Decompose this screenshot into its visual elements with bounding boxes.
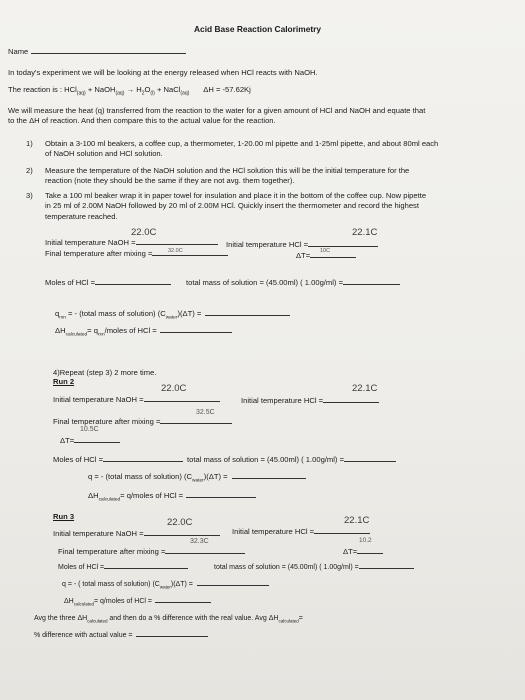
step-1-number: 1) <box>26 139 33 148</box>
run2-q-formula: q = - (total mass of solution) $(C_{water})(\Delta T)$ = <box>88 472 306 486</box>
run2-dt-label: ΔT= <box>60 436 120 445</box>
run2-final-value: 32.5C <box>196 409 215 416</box>
run1-moles-label: Moles of HCl = <box>45 278 171 287</box>
run2-mass-label: total mass of solution = (45.00ml) ( 1.00g/ml) = <box>187 455 396 464</box>
step-3-line-1: Take a 100 ml beaker wrap it in paper towel for insulation and place it in the bottom of the coffee cup. Now pipette <box>45 191 427 200</box>
run3-init-hcl-label: Initial temperature HCl = <box>232 527 370 536</box>
run1-final-value: 32.0C <box>168 248 183 254</box>
run1-init-hcl-label: Initial temperature HCl = <box>226 240 378 249</box>
run3-dt-label: ΔT= <box>343 547 383 556</box>
run1-final-label: Final temperature after mixing = <box>45 249 228 258</box>
name-label: Name <box>8 47 186 56</box>
run1-dh-formula: $\Delta H_{calculated}=$ $q_{rxn}$/moles of HCl = <box>55 326 232 340</box>
step-3-line-2: in 25 ml of 2.00M NaOH followed by 20 ml of 2.00M HCl. Quickly insert the thermometer and record the highest <box>45 201 419 210</box>
repeat-instruction: 4)Repeat (step 3) 2 more time. <box>53 368 157 377</box>
step-2-line-1: Measure the temperature of the NaOH solution and the HCl solution this will be the initial temperature for the <box>45 166 410 175</box>
run2-heading: Run 2 <box>53 377 75 386</box>
goal-line-1: We will measure the heat (q) transferred from the reaction to the water for a given amount of HCl and NaOH and equate that <box>8 106 426 115</box>
run2-dh-formula: $\Delta H_{calculated}=$ q/moles of HCl = <box>88 491 256 505</box>
run3-moles-label: Moles of HCl = <box>58 563 188 572</box>
goal-line-2: to the ΔH of reaction. And then compare this to the actual value for the reaction. <box>8 116 276 125</box>
run2-init-hcl-label: Initial temperature HCl = <box>241 396 379 405</box>
step-1-line-2: of NaOH solution and HCl solution. <box>45 149 163 158</box>
run2-moles-label: Moles of HCl = <box>53 455 183 464</box>
run1-mass-label: total mass of solution = (45.00ml) ( 1.00g/ml) = <box>186 278 400 287</box>
reaction-equation: The reaction is : HCl$_{(aq)}$ + NaOH$_{(aq)}$ → $H_2O_{(l)}$ + NaCl$_{(aq)}$ ΔH = -57.62Kj <box>8 85 251 97</box>
run3-dt-value: 10.2 <box>359 537 372 544</box>
run3-final-label: Final temperature after mixing = <box>58 547 245 556</box>
intro-text: In today's experiment we will be looking at the energy released when HCl reacts with NaOH. <box>8 68 318 77</box>
step-2-line-2: reaction (note they should be the same if they are not avg. them together). <box>45 176 295 185</box>
run1-init-naoh-value: 22.0C <box>131 227 157 238</box>
step-2-number: 2) <box>26 166 33 175</box>
run1-init-naoh-label: Initial temperature NaOH = <box>45 238 218 247</box>
run3-init-hcl-value: 22.1C <box>344 515 370 526</box>
step-3-number: 3) <box>26 191 33 200</box>
run2-init-hcl-value: 22.1C <box>352 383 378 394</box>
run3-q-formula: q = - ( total mass of solution) $(C_{water})(\Delta T)$ = <box>62 580 269 591</box>
run3-mass-label: total mass of solution = (45.00ml) ( 1.00g/ml) = <box>214 563 414 572</box>
run1-dt-value: 10C <box>320 248 331 254</box>
run2-init-naoh-label: Initial temperature NaOH = <box>53 395 220 404</box>
run2-dt-value: 10.5C <box>80 426 99 433</box>
run2-final-label: Final temperature after mixing = <box>53 417 232 426</box>
run3-heading: Run 3 <box>53 512 75 521</box>
step-3-line-3: temperature reached. <box>45 212 118 221</box>
page-title: Acid Base Reaction Calorimetry <box>194 24 322 34</box>
step-1-line-1: Obtain a 3-100 ml beakers, a coffee cup, a thermometer, 1-20.00 ml pipette and 1-25ml pipette, and about 80ml each <box>45 139 439 148</box>
run2-init-naoh-value: 22.0C <box>161 383 187 394</box>
average-instruction: Avg the three $\Delta H_{calculated}$ and then do a % difference with the real value. Avg $\Delta H_{calculated}=$ <box>34 615 303 624</box>
run1-init-hcl-value: 22.1C <box>352 227 378 238</box>
run1-q-formula: $q_{rxn}$ = - (total mass of solution) $(C_{water})(\Delta T)$ = <box>55 309 290 323</box>
run3-init-naoh-value: 22.0C <box>167 517 193 528</box>
run3-init-naoh-label: Initial temperature NaOH = <box>53 529 220 538</box>
percent-difference-label: % difference with actual value = <box>34 631 208 640</box>
run1-dt-label: ΔT= <box>296 251 356 260</box>
run3-final-value: 32.3C <box>190 538 209 545</box>
run3-dh-formula: $\Delta H_{calculated}=$ q/moles of HCl = <box>64 597 211 608</box>
